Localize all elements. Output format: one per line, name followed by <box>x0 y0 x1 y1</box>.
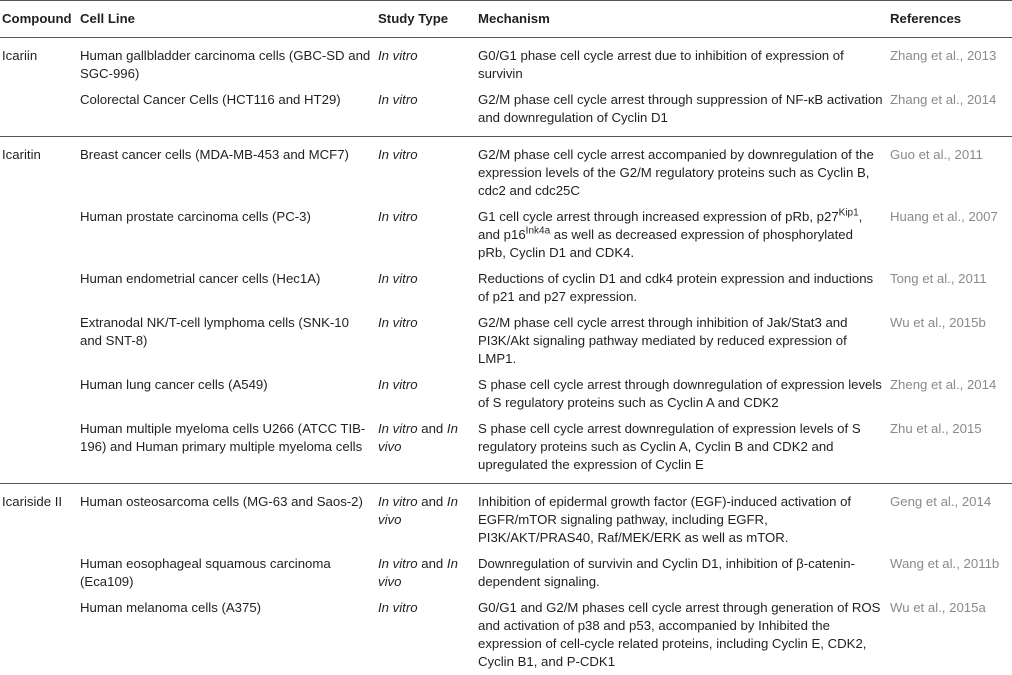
study-type-cell: In vitro and In vivo <box>378 416 478 484</box>
reference-cell: Guo et al., 2011 <box>890 147 983 162</box>
compound-cell <box>0 266 80 310</box>
study-type-cell: In vitro and In vivo <box>378 494 458 527</box>
cell-line-cell: Human multiple myeloma cells U266 (ATCC TIB-196) and Human primary multiple myeloma cells <box>80 416 378 484</box>
compound-cell: Icaritin <box>2 147 41 162</box>
table-row <box>0 484 1012 552</box>
mechanism-cell: G2/M phase cell cycle arrest through suppression of NF-κB activation and downregulation of Cyclin D1 <box>478 87 890 137</box>
table-row <box>0 595 1012 675</box>
cell-line-cell: Human endometrial cancer cells (Hec1A) <box>80 271 321 286</box>
header-study-type: Study Type <box>378 1 478 38</box>
cell-line-cell: Human lung cancer cells (A549) <box>80 377 268 392</box>
study-type-cell: In vitro <box>378 377 418 392</box>
mechanism-cell: Reductions of cyclin D1 and cdk4 protein expression and inductions of p21 and p27 expression. <box>478 271 874 304</box>
study-type-cell: In vitro <box>378 209 418 224</box>
compound-cell <box>0 204 80 266</box>
study-type-cell: In vitro <box>378 271 418 286</box>
table-row <box>0 38 1012 88</box>
reference-cell: Zhang et al., 2013 <box>890 48 997 63</box>
study-type-cell: In vitro and In vivo <box>378 556 458 589</box>
compound-cell <box>0 595 80 675</box>
table-row <box>0 416 1012 484</box>
mechanism-cell: G0/G1 phase cell cycle arrest due to inhibition of expression of survivin <box>478 48 844 81</box>
header-cell-line: Cell Line <box>80 1 378 38</box>
table-row <box>0 551 1012 595</box>
study-type-cell: In vitro <box>378 87 478 137</box>
reference-cell: Tong et al., 2011 <box>890 271 987 286</box>
mechanism-cell: G2/M phase cell cycle arrest through inhibition of Jak/Stat3 and PI3K/Akt signaling pathway mediated by reduced expression of LMP1. <box>478 315 848 366</box>
compound-cell <box>0 416 80 484</box>
reference-cell: Wu et al., 2015a <box>890 600 986 615</box>
cell-line-cell: Human osteosarcoma cells (MG-63 and Saos-2) <box>80 494 363 509</box>
cell-line-cell: Human melanoma cells (A375) <box>80 600 262 615</box>
compound-cell <box>0 310 80 372</box>
compound-cell: Icariside II <box>2 494 63 509</box>
reference-cell: Zhu et al., 2015 <box>890 416 1012 484</box>
header-compound: Compound <box>0 1 80 38</box>
reference-cell: Wu et al., 2015b <box>890 315 986 330</box>
table-row <box>0 310 1012 372</box>
cell-line-cell: Human gallbladder carcinoma cells (GBC-SD and SGC-996) <box>80 48 371 81</box>
table-row <box>0 137 1012 205</box>
compound-cell <box>0 551 80 595</box>
reference-cell: Huang et al., 2007 <box>890 209 998 224</box>
study-type-cell: In vitro <box>378 315 418 330</box>
header-row <box>0 1 1012 38</box>
cell-line-cell: Human eosophageal squamous carcinoma (Eca109) <box>80 556 331 589</box>
table-row <box>0 266 1012 310</box>
cell-line-cell: Human prostate carcinoma cells (PC-3) <box>80 209 311 224</box>
mechanism-cell: G2/M phase cell cycle arrest accompanied by downregulation of the expression levels of the G2/M regulatory proteins such as Cyclin B, cdc2 and cdc25C <box>478 147 874 198</box>
mechanism-cell: Downregulation of survivin and Cyclin D1, inhibition of β-catenin-dependent signaling. <box>478 556 856 589</box>
cell-line-cell: Colorectal Cancer Cells (HCT116 and HT29) <box>80 87 378 137</box>
mechanism-cell: S phase cell cycle arrest through downregulation of expression levels of S regulatory proteins such as Cyclin A and CDK2 <box>478 377 882 410</box>
compound-cell <box>0 87 80 137</box>
cell-line-cell: Extranodal NK/T-cell lymphoma cells (SNK-10 and SNT-8) <box>80 315 349 348</box>
table-row <box>0 204 1012 266</box>
study-type-cell: In vitro <box>378 147 418 162</box>
table-row <box>0 87 1012 137</box>
study-type-cell: In vitro <box>378 48 418 63</box>
header-mechanism: Mechanism <box>478 1 890 38</box>
mechanism-cell: S phase cell cycle arrest downregulation of expression levels of S regulatory proteins such as Cyclin A, Cyclin B and CDK2 and upregulated the expression of Cyclin E <box>478 416 890 484</box>
reference-cell: Zhang et al., 2014 <box>890 87 1012 137</box>
table-row <box>0 372 1012 416</box>
reference-cell: Zheng et al., 2014 <box>890 377 997 392</box>
cell-line-cell: Breast cancer cells (MDA-MB-453 and MCF7) <box>80 147 349 162</box>
mechanism-cell: G1 cell cycle arrest through increased expression of pRb, $p27^{Kip1}$, and $p16^{Ink4a}$ as well as decreased expression of phosphorylated pRb, Cyclin D1 and CDK4. <box>478 207 863 260</box>
reference-cell: Wang et al., 2011b <box>890 556 1000 571</box>
header-references: References <box>890 1 1012 38</box>
mechanism-cell: G0/G1 and G2/M phases cell cycle arrest through generation of ROS and activation of p38 and p53, accompanied by Inhibited the expression of cell-cycle related proteins, including Cyclin E, CDK2, Cyclin B1, and P-CDK1 <box>478 600 881 669</box>
study-type-cell: In vitro <box>378 600 418 615</box>
mechanism-cell: Inhibition of epidermal growth factor (EGF)-induced activation of EGFR/mTOR signaling pathway, including EGFR, PI3K/AKT/PRAS40, Raf/MEK/ERK as well as mTOR. <box>478 494 852 545</box>
reference-cell: Geng et al., 2014 <box>890 494 992 509</box>
compound-cell <box>0 372 80 416</box>
compound-cell: Icariin <box>2 48 38 63</box>
